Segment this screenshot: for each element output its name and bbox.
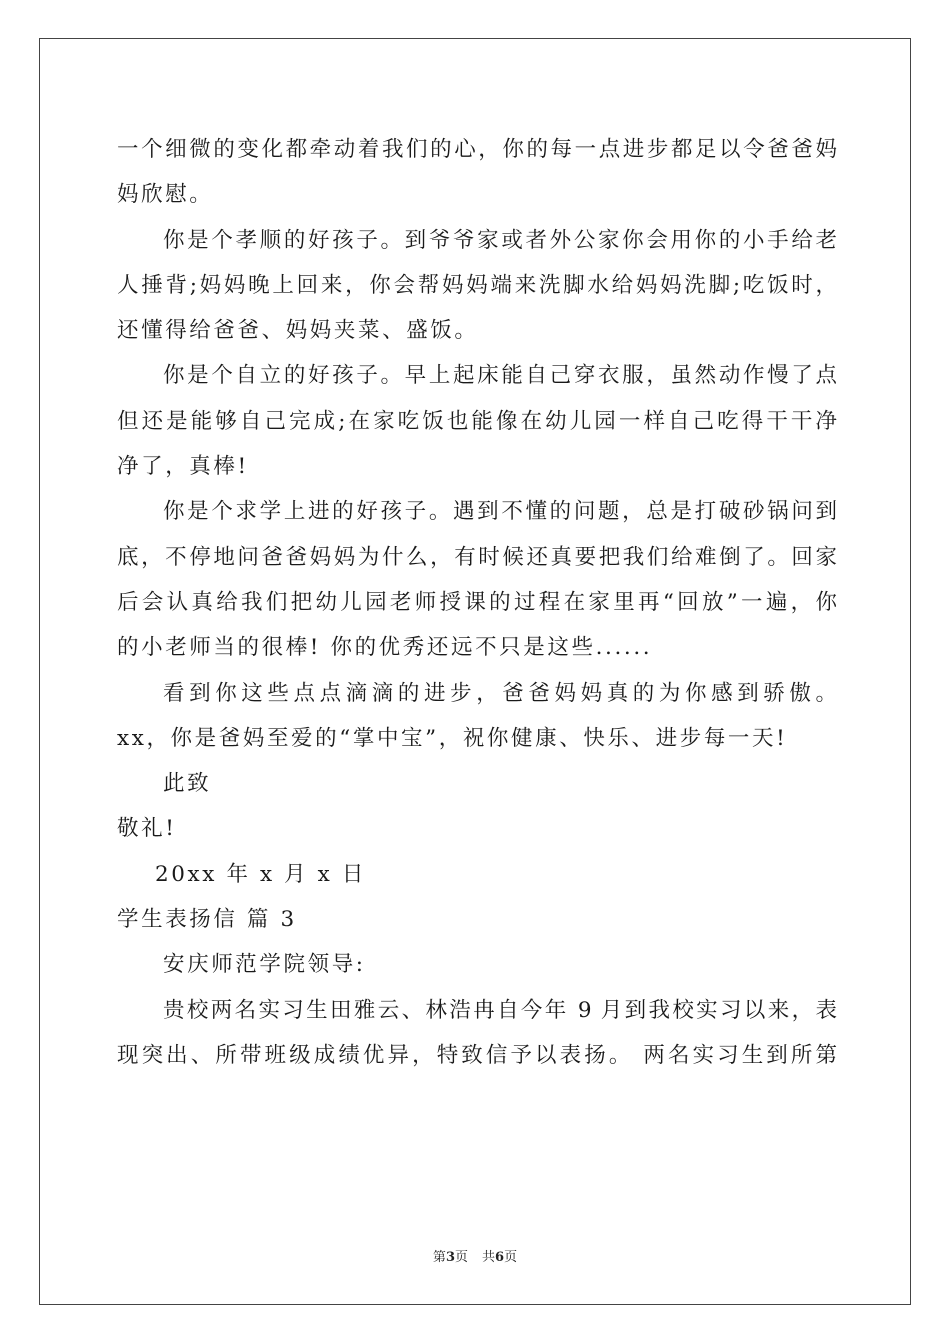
text-line: 但还是能够自己完成;在家吃饭也能像在幼儿园一样自己吃得干干净 [117,408,837,434]
page-footer [0,1246,950,1265]
document-body [117,127,837,1078]
total-suffix: 页 [504,1250,518,1265]
text-line: 净了，真棒! [117,454,249,480]
text-line: 还懂得给爸爸、妈妈夹菜、盛饭。 [117,318,479,344]
text-line: 现突出、所带班级成绩优异，特致信予以表扬。 两名实习生到所第 [117,1042,837,1068]
text-line: 你是个孝顺的好孩子。到爷爷家或者外公家你会用你的小手给老 [163,227,837,253]
text-line: 看到你这些点点滴滴的进步，爸爸妈妈真的为你感到骄傲。 [163,680,837,706]
text-line: 的小老师当的很棒! 你的优秀还远不只是这些...... [117,635,653,661]
text-line: 后会认真给我们把幼儿园老师授课的过程在家里再“回放”一遍，你 [117,589,837,615]
page-current: 3 [445,1250,455,1265]
closing-regards: 敬礼! [117,816,177,842]
text-line: 人捶背;妈妈晚上回来，你会帮妈妈端来洗脚水给妈妈洗脚;吃饭时， [117,272,837,298]
text-line: xx，你是爸妈至爱的“掌中宝”，祝你健康、快乐、进步每一天! [117,725,788,751]
text-line: 底，不停地问爸爸妈妈为什么，有时候还真要把我们给难倒了。回家 [117,544,837,570]
text-line: 你是个自立的好孩子。早上起床能自己穿衣服，虽然动作慢了点 [163,363,837,389]
letter-addressee: 安庆师范学院领导: [163,952,366,978]
text-line: 妈欣慰。 [117,182,214,208]
page-prefix: 第 [432,1250,446,1265]
letter-date: 20xx 年 x 月 x 日 [155,861,366,887]
text-line: 你是个求学上进的好孩子。遇到不懂的问题，总是打破砂锅问到 [163,499,837,525]
text-line: 贵校两名实习生田雅云、林浩冉自今年 9 月到我校实习以来，表 [163,997,837,1023]
page-total: 6 [495,1250,505,1265]
closing-salutation: 此致 [163,771,212,797]
section-heading: 学生表扬信 篇 3 [117,907,297,933]
text-line: 一个细微的变化都牵动着我们的心，你的每一点进步都足以令爸爸妈 [117,137,837,162]
page-suffix: 页 [454,1250,468,1265]
total-prefix: 共 [482,1250,496,1265]
